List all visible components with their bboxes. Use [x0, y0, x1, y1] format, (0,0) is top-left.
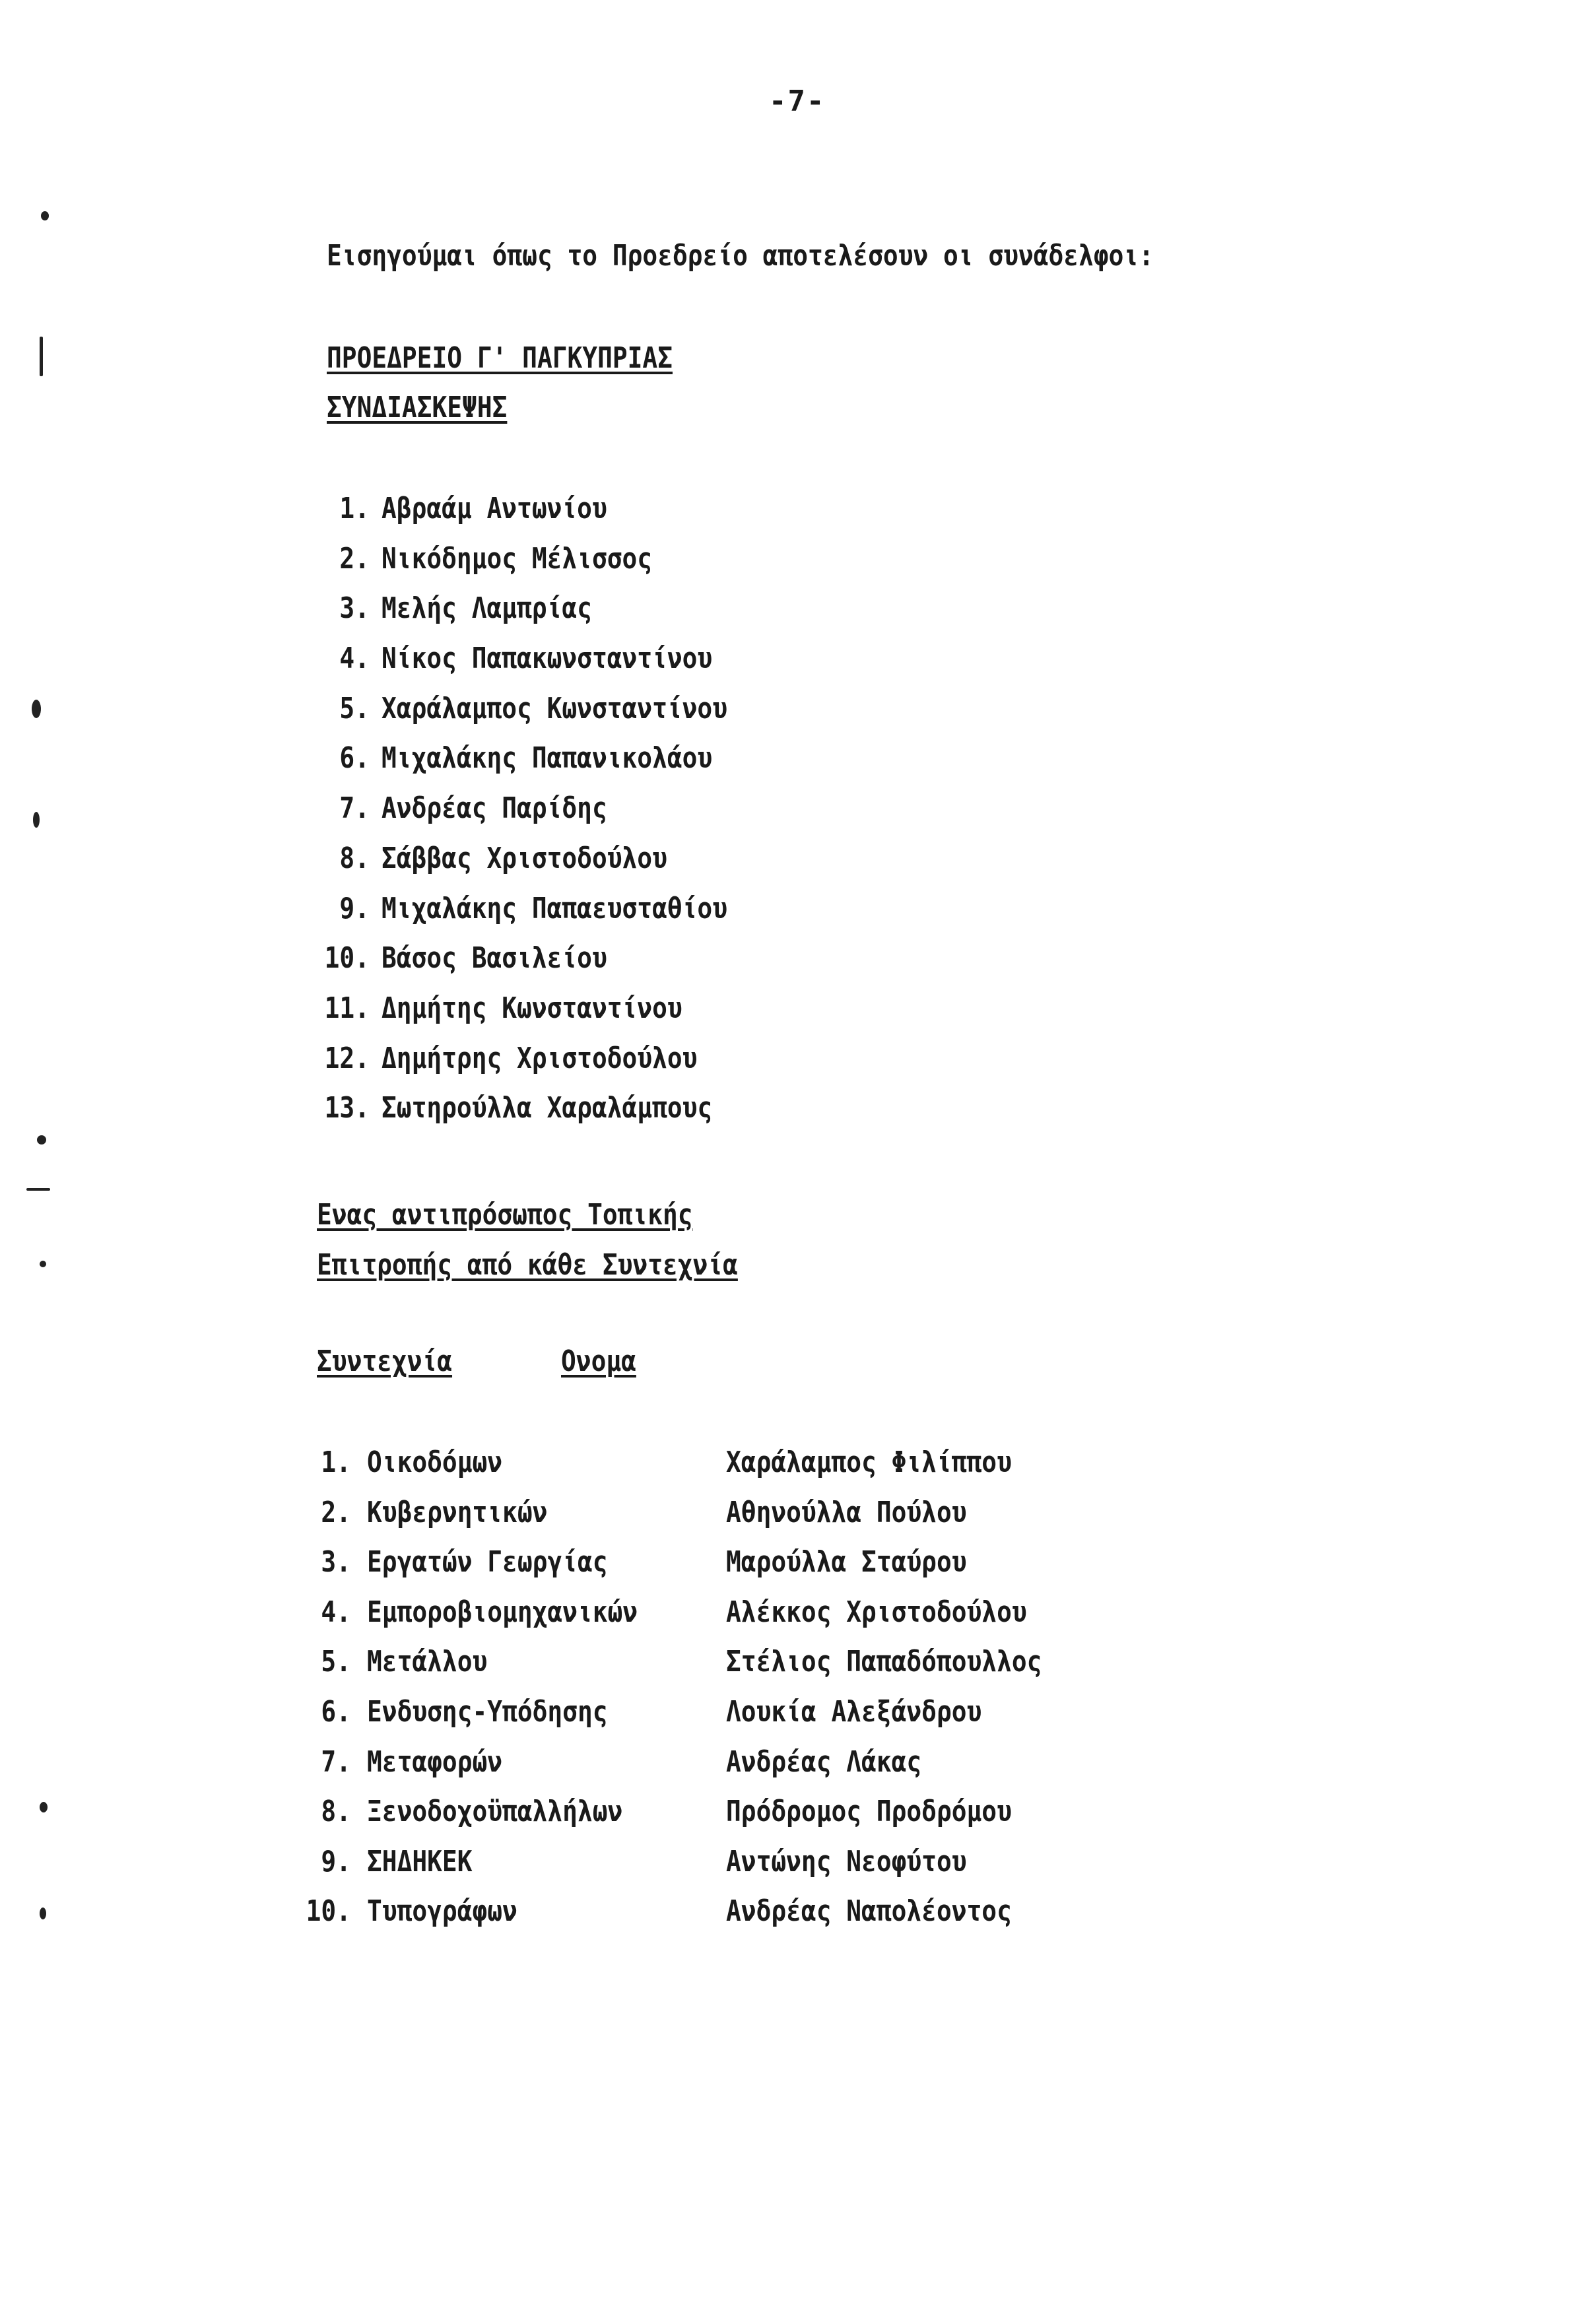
- row-number: 6.: [321, 1694, 351, 1729]
- representative-name: Μαρούλλα Σταύρου: [726, 1545, 967, 1579]
- member-name: Μιχαλάκης Παπανικολάου: [382, 741, 713, 776]
- page-number: -7-: [769, 84, 826, 118]
- item-number: 13.: [324, 1091, 370, 1125]
- item-number: 11.: [324, 991, 370, 1025]
- representative-name: Αλέκκος Χριστοδούλου: [726, 1595, 1027, 1629]
- member-name: Αβραάμ Αντωνίου: [382, 492, 607, 525]
- scan-speck: [40, 1261, 46, 1267]
- member-name: Νικόδημος Μέλισσος: [382, 541, 653, 576]
- representative-name: Στέλιος Παπαδόπουλλος: [726, 1645, 1042, 1679]
- union-name: Εμποροβιομηχανικών: [367, 1595, 638, 1629]
- row-number: 8.: [321, 1795, 351, 1829]
- scan-speck: [40, 1802, 48, 1812]
- item-number: 3.: [339, 591, 370, 626]
- row-number: 3.: [321, 1545, 351, 1579]
- presidium-heading-line2: ΣΥΝΔΙΑΣΚΕΨΗΣ: [327, 391, 508, 424]
- representative-name: Ανδρέας Ναπολέοντος: [726, 1894, 1012, 1929]
- scan-speck: [40, 337, 43, 376]
- item-number: 2.: [339, 541, 370, 576]
- item-number: 12.: [324, 1041, 370, 1075]
- union-name: Κυβερνητικών: [367, 1495, 548, 1529]
- representative-name: Χαράλαμπος Φιλίππου: [726, 1445, 1012, 1479]
- item-number: 10.: [324, 941, 370, 976]
- item-number: 8.: [339, 841, 370, 875]
- column-header-union: Συντεχνία: [317, 1345, 453, 1378]
- representative-name: Ανδρέας Λάκας: [726, 1744, 922, 1779]
- intro-sentence: Εισηγούμαι όπως το Προεδρείο αποτελέσουν οι συνάδελφοι:: [327, 239, 1154, 273]
- row-number: 5.: [321, 1645, 351, 1679]
- row-number: 10.: [306, 1894, 351, 1929]
- member-name: Σάββας Χριστοδούλου: [382, 841, 667, 875]
- representative-name: Αντώνης Νεοφύτου: [726, 1844, 967, 1878]
- row-number: 2.: [321, 1495, 351, 1529]
- member-name: Δημήτρης Χριστοδούλου: [382, 1041, 698, 1075]
- representatives-heading-line1: Ενας αντιπρόσωπος Τοπικής: [317, 1198, 693, 1232]
- union-name: Εργατών Γεωργίας: [367, 1545, 608, 1579]
- scan-speck: [41, 211, 49, 220]
- scan-speck: [26, 1188, 50, 1191]
- row-number: 4.: [321, 1595, 351, 1629]
- scan-speck: [40, 1908, 46, 1919]
- row-number: 9.: [321, 1844, 351, 1878]
- union-name: ΣΗΔΗΚΕΚ: [367, 1844, 473, 1878]
- item-number: 7.: [339, 791, 370, 826]
- scan-speck: [33, 812, 40, 828]
- member-name: Ανδρέας Παρίδης: [382, 791, 607, 826]
- row-number: 1.: [321, 1445, 351, 1479]
- scan-speck: [37, 1135, 46, 1145]
- member-name: Μιχαλάκης Παπαευσταθίου: [382, 891, 727, 925]
- row-number: 7.: [321, 1744, 351, 1779]
- presidium-heading-line1: ΠΡΟΕΔΡΕΙΟ Γ' ΠΑΓΚΥΠΡΙΑΣ: [327, 341, 673, 375]
- column-header-name: Ονομα: [561, 1345, 636, 1378]
- union-name: Ξενοδοχοϋπαλλήλων: [367, 1795, 623, 1829]
- union-name: Ενδυσης-Υπόδησης: [367, 1694, 608, 1729]
- member-name: Βάσος Βασιλείου: [382, 941, 607, 976]
- union-name: Μεταφορών: [367, 1744, 503, 1779]
- representatives-heading-line2: Επιτροπής από κάθε Συντεχνία: [317, 1248, 738, 1282]
- union-name: Τυπογράφων: [367, 1894, 517, 1929]
- item-number: 5.: [339, 691, 370, 725]
- item-number: 6.: [339, 741, 370, 776]
- representative-name: Πρόδρομος Προδρόμου: [726, 1795, 1012, 1829]
- member-name: Σωτηρούλλα Χαραλάμπους: [382, 1091, 713, 1125]
- item-number: 4.: [339, 642, 370, 676]
- representative-name: Λουκία Αλεξάνδρου: [726, 1694, 982, 1729]
- representative-name: Αθηνούλλα Πούλου: [726, 1495, 967, 1529]
- union-name: Οικοδόμων: [367, 1445, 503, 1479]
- member-name: Μελής Λαμπρίας: [382, 591, 592, 626]
- union-name: Μετάλλου: [367, 1645, 488, 1679]
- item-number: 9.: [339, 891, 370, 925]
- member-name: Νίκος Παπακωνσταντίνου: [382, 642, 713, 676]
- member-name: Δημήτης Κωνσταντίνου: [382, 991, 682, 1025]
- member-name: Χαράλαμπος Κωνσταντίνου: [382, 691, 727, 725]
- item-number: 1.: [339, 492, 370, 525]
- scan-speck: [32, 700, 41, 718]
